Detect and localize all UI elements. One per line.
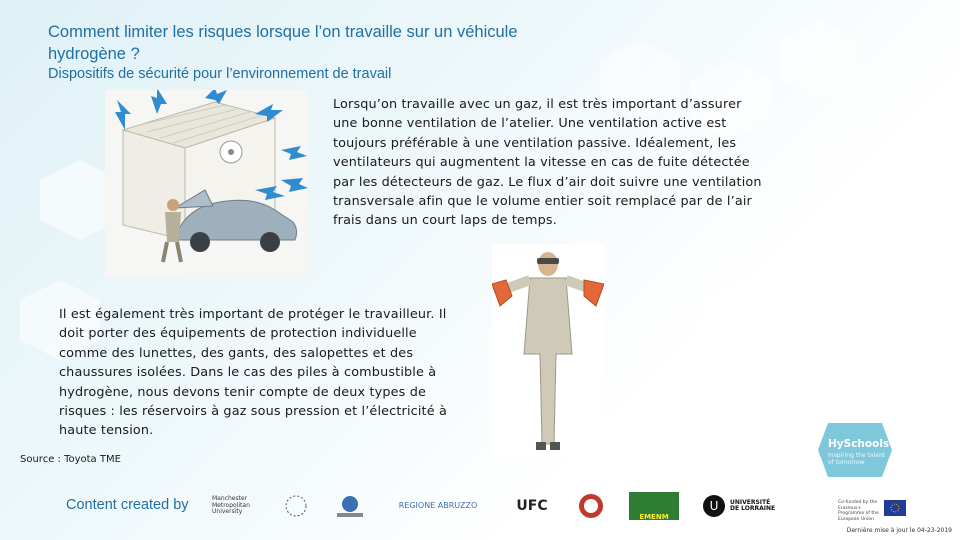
hyschools-subtitle: Inspiring the talent of tomorrow bbox=[828, 452, 886, 466]
regione-abruzzo-logo bbox=[388, 491, 488, 521]
slide-subtitle: Dispositifs de sécurité pour l’environnement de travail bbox=[48, 66, 392, 82]
eu-flag-icon bbox=[884, 500, 906, 516]
emenm-logo bbox=[628, 491, 680, 521]
emenm-logo-text: EMENM bbox=[639, 512, 669, 521]
ventilation-garage-illustration-icon bbox=[105, 90, 308, 278]
manchester-logo-text: Manchester Metropolitan University bbox=[212, 495, 250, 516]
source-caption: Source : Toyota TME bbox=[20, 454, 121, 465]
partner-logo-2-icon bbox=[282, 491, 310, 521]
hyschools-hexagon-icon bbox=[818, 423, 892, 477]
slide-title: Comment limiter les risques lorsque l’on travaille sur un véhicule hydrogène ? bbox=[48, 23, 518, 63]
regione-logo-text: REGIONE ABRUZZO bbox=[398, 500, 478, 510]
ventilation-paragraph: Lorsqu’on travaille avec un gaz, il est très important d’assurer une bonne ventilation de l’atelier. Une ventilation active est toujours préférable à une ventilation passive. Idéalement, les ventilateurs qui augmentent la vitesse en cas de fuite détectée par les détecteurs de gaz. Le flux d’air doit suivre une ventilation transversale afin que le volume entier soit remplacé par de l’air frais dans un court laps de temps. bbox=[333, 97, 762, 229]
lorraine-logo-text: UNIVERSITÉ DE LORRAINE bbox=[730, 498, 776, 512]
ufc-logo bbox=[512, 491, 552, 521]
last-update-text: Dernière mise à jour le 04-23-2019 bbox=[846, 527, 952, 534]
manchester-logo bbox=[212, 491, 268, 521]
ufc-logo-text: UFC bbox=[516, 497, 548, 514]
hyschools-title: HySchools bbox=[828, 438, 890, 450]
svg-text:U: U bbox=[709, 499, 719, 513]
lorraine-emblem-icon bbox=[702, 494, 726, 518]
partner-logo-3-icon bbox=[332, 491, 368, 521]
partner-logo-6-icon bbox=[576, 491, 606, 521]
content-created-by: Content created by bbox=[66, 497, 189, 513]
ppe-worker-illustration-icon bbox=[492, 244, 604, 458]
lorraine-logo bbox=[702, 491, 780, 521]
eu-funding-text: Co-funded by the Erasmus+ Programme of the European Union bbox=[838, 500, 879, 522]
worker-protection-paragraph: Il est également très important de protéger le travailleur. Il doit porter des équipements de protection individuelle comme des lunettes, des gants, des salopettes et des chaussures isolées. Dans le cas des piles à combustible à hydrogène, nous devons tenir compte de deux types de risques : les réservoirs à gaz sous pression et l’électricité à haute tension. bbox=[59, 307, 447, 439]
